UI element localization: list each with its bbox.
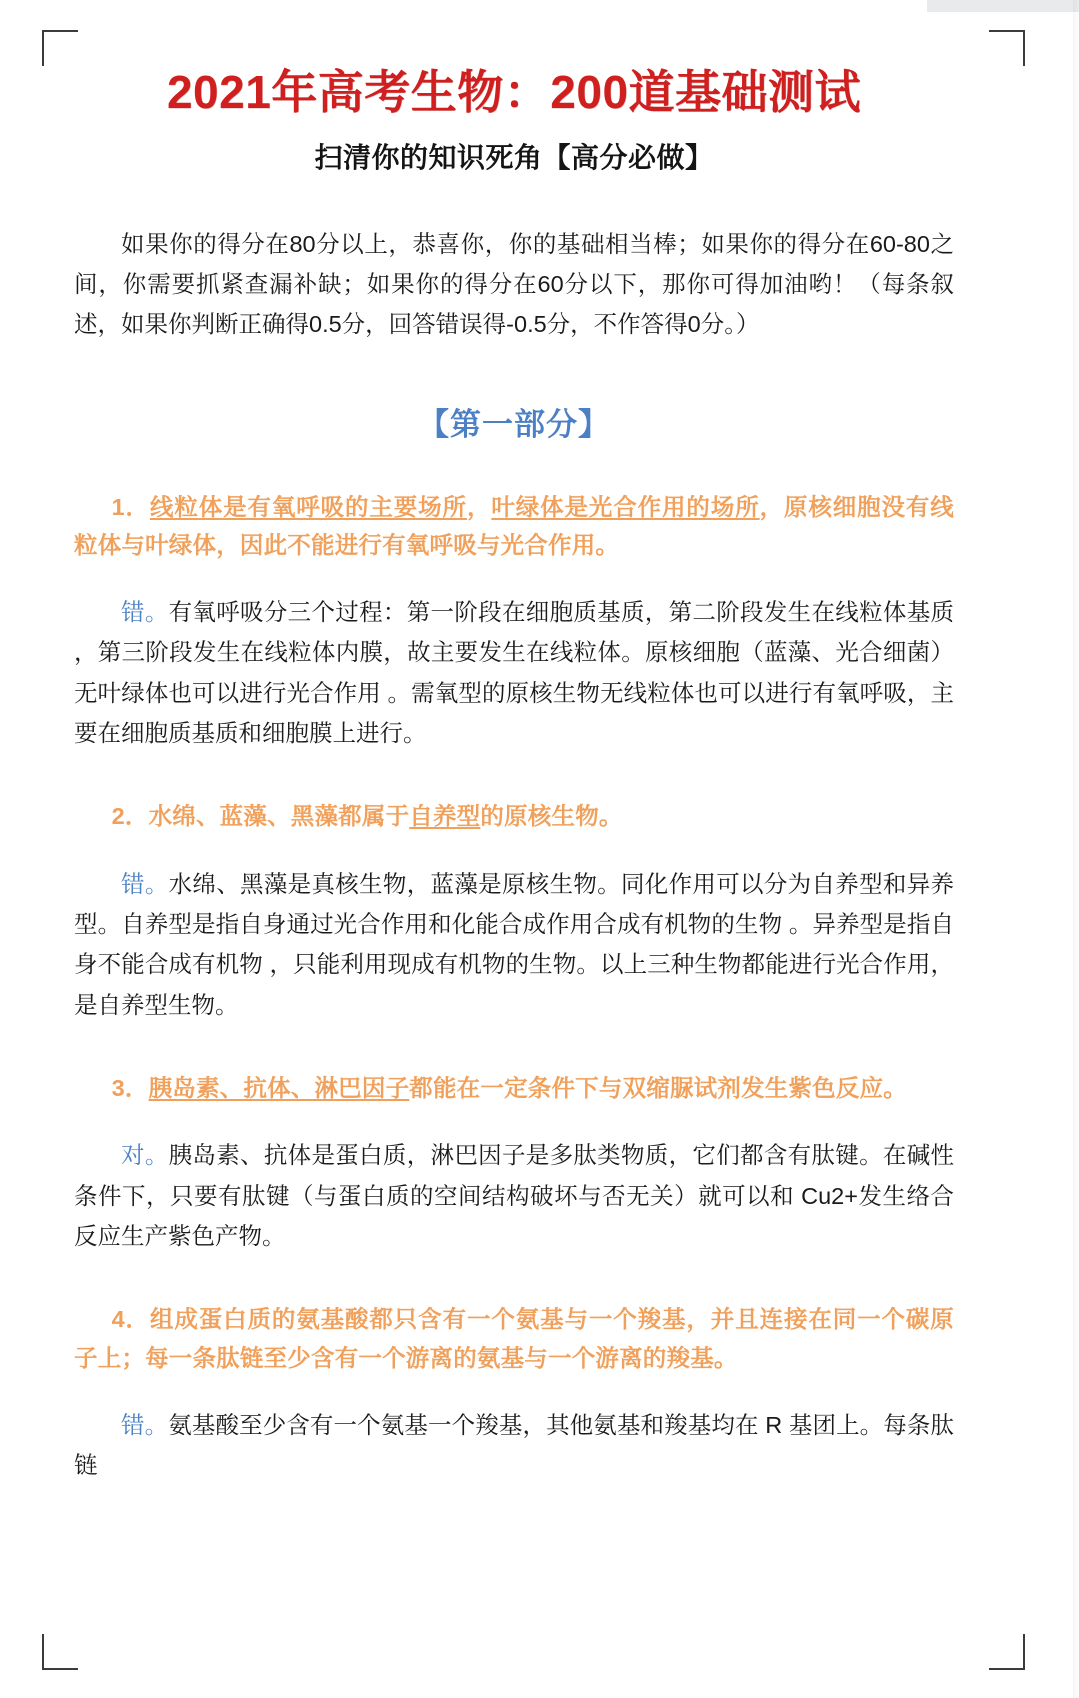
answer-2 bbox=[74, 864, 954, 1026]
answer-text: 氨基酸至少含有一个氨基一个羧基，其他氨基和羧基均在 R 基团上。每条肽链 bbox=[74, 1411, 955, 1478]
question-text-segment: 线粒体是有氧呼吸的主要场所 bbox=[149, 493, 467, 520]
question-text-segment: 组成蛋白质的氨基酸都只含有一个氨基与一个羧基，并且连接在同一个碳原子上；每一条肽链至少含有一个游离的氨基与一个游离的羧基。 bbox=[74, 1306, 954, 1371]
verdict-marker: 错 bbox=[121, 1411, 145, 1438]
crop-mark-bottom-left bbox=[42, 1634, 78, 1670]
question-text-segment: 自养型 bbox=[409, 803, 481, 830]
question-2 bbox=[74, 797, 954, 835]
question-number: 4． bbox=[111, 1306, 150, 1333]
intro-paragraph: 如果你的得分在80分以上，恭喜你，你的基础相当棒；如果你的得分在60-80之间，你需要抓紧查漏补缺；如果你的得分在60分以下，那你可得加油哟！（每条叙述，如果你判断正确得0.5分，回答错误得-0.5分，不作答得0分。） bbox=[74, 230, 954, 338]
crop-mark-bottom-right bbox=[989, 1634, 1025, 1670]
question-text-segment: 的原核生物。 bbox=[480, 803, 623, 830]
question-text-segment: 叶绿体是光合作用的场所 bbox=[491, 493, 760, 520]
answer-text: 胰岛素、抗体是蛋白质，淋巴因子是多肽类物质，它们都含有肽键。在碱性条件下，只要有肽键（与蛋白质的空间结构破坏与否无关）就可以和 Cu2+发生络合反应生产紫色产物。 bbox=[74, 1142, 955, 1250]
question-3 bbox=[74, 1069, 954, 1107]
question-1 bbox=[74, 488, 954, 564]
verdict-marker: 对 bbox=[121, 1142, 145, 1169]
page-subtitle: 扫清你的知识死角【高分必做】 bbox=[314, 141, 714, 173]
verdict-marker: 错 bbox=[121, 870, 145, 897]
answer-text: 水绵、黑藻是真核生物，蓝藻是原核生物。同化作用可以分为自养型和异养型。自养型是指自身通过光合作用和化能合成作用合成有机物的生物 。异养型是指自身不能合成有机物 ，只能利用现成有机物的生物。以上三种生物都能进行光合作用，是自养型生物。 bbox=[74, 870, 955, 1018]
question-text-segment: ， bbox=[466, 493, 492, 520]
crop-mark-top-right bbox=[989, 30, 1025, 66]
question-text-segment: ，原核细胞没有线粒体与叶绿体，因此不能进行有氧呼吸与光合作用。 bbox=[74, 493, 954, 558]
verdict-punctuation: 。 bbox=[144, 598, 169, 625]
question-4 bbox=[74, 1300, 954, 1376]
page-title: 2021年高考生物：200道基础测试 bbox=[166, 66, 862, 118]
crop-mark-top-left bbox=[42, 30, 78, 66]
answer-4 bbox=[74, 1405, 954, 1486]
question-text-segment: 都能在一定条件下与双缩脲试剂发生紫色反应。 bbox=[409, 1075, 907, 1102]
answer-3 bbox=[74, 1135, 954, 1256]
verdict-punctuation: 。 bbox=[144, 870, 169, 897]
verdict-punctuation: 。 bbox=[144, 1142, 169, 1169]
section-heading: 【第一部分】 bbox=[418, 406, 610, 442]
question-number: 1． bbox=[111, 493, 150, 520]
answer-1 bbox=[74, 592, 954, 754]
answer-text: 有氧呼吸分三个过程：第一阶段在细胞质基质，第二阶段发生在线粒体基质 ，第三阶段发生在线粒体内膜，故主要发生在线粒体。原核细胞（蓝藻、光合细菌）无叶绿体也可以进行光合作用 。需氧型的原核生物无线粒体也可以进行有氧呼吸，主要在细胞质基质和细胞膜上进行。 bbox=[74, 598, 955, 747]
document-content bbox=[74, 64, 954, 1485]
question-text-segment: 水绵、蓝藻、黑藻都属于 bbox=[148, 803, 410, 830]
question-number: 3． bbox=[111, 1075, 149, 1102]
question-answer-list bbox=[74, 488, 954, 1486]
verdict-marker: 错 bbox=[121, 598, 145, 625]
question-number: 2． bbox=[111, 803, 149, 830]
question-text-segment: 胰岛素、抗体、淋巴因子 bbox=[148, 1075, 410, 1102]
verdict-punctuation: 。 bbox=[144, 1411, 169, 1438]
